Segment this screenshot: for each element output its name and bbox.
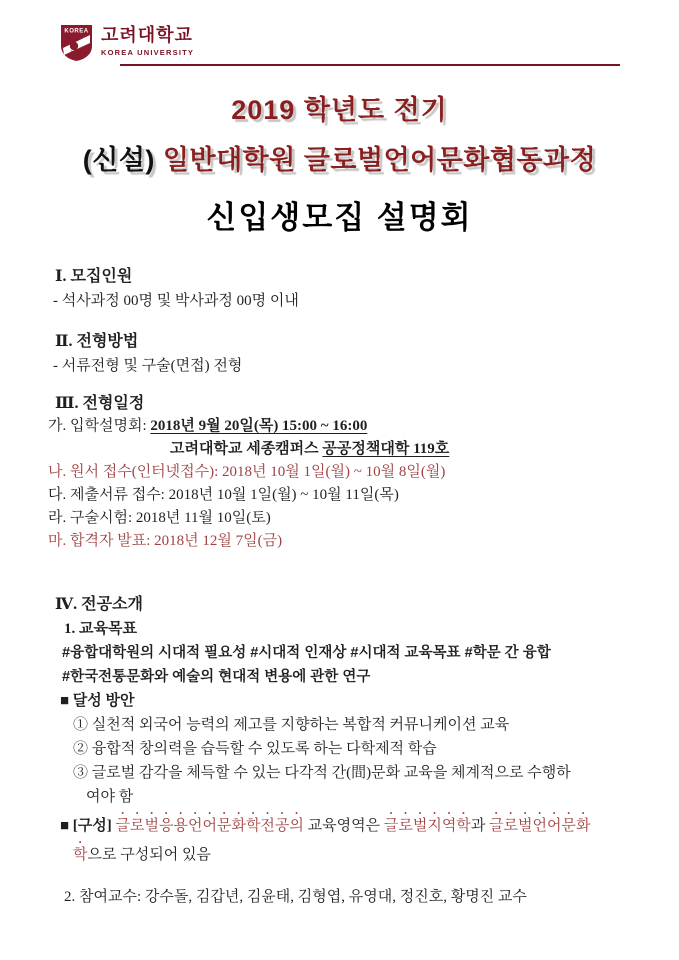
ku-logo	[60, 24, 679, 61]
title-line-3: 신입생모집 설명회	[206, 200, 473, 235]
document-body	[0, 264, 679, 909]
location-room: 공공정책대학 119호	[322, 441, 450, 457]
composition-area-2-wrap: 학	[73, 847, 88, 863]
page-header	[0, 0, 679, 66]
title-line2-prefix: (신설)	[82, 145, 163, 175]
composition-wrap-line	[73, 838, 639, 867]
composition-label: ■ [구성]	[60, 818, 116, 834]
svg-text:KOREA: KOREA	[64, 28, 89, 35]
composition-mid-1: 교육영역은	[303, 818, 384, 834]
location-campus: 고려대학교 세종캠퍼스	[170, 441, 323, 457]
briefing-label: 가. 입학설명회:	[48, 418, 151, 434]
university-name-en: KOREA UNIVERSITY	[101, 47, 195, 57]
title-line-2	[0, 142, 679, 178]
plan-item-3-wrap: 여야 함	[86, 789, 134, 805]
professors-line: 2. 참여교수: 강수돌, 김갑년, 김윤태, 김형엽, 유영대, 정진호, 황명진 교수	[64, 889, 527, 905]
header-divider	[120, 64, 620, 66]
schedule-item-documents: 다. 제출서류 접수: 2018년 10월 1일(월) ~ 10월 11일(목)	[48, 487, 399, 503]
section2-heading: Ⅱ. 전형방법	[55, 333, 139, 350]
logo-text-group	[101, 26, 194, 57]
title-block	[0, 92, 679, 238]
section-major-intro	[48, 593, 639, 909]
schedule-item-briefing	[48, 415, 639, 438]
section-method	[48, 329, 639, 379]
plan-item-1: ① 실천적 외국어 능력의 제고를 지향하는 복합적 커뮤니케이션 교육	[73, 717, 510, 733]
composition-major-name: 글로벌응용언어문화학전공의	[115, 818, 304, 834]
composition-mid-2: 과	[470, 818, 490, 834]
ku-crest-icon	[60, 24, 93, 61]
section-recruitment	[48, 264, 639, 314]
section3-heading: Ⅲ. 전형일정	[55, 395, 145, 412]
composition-wrap-rest: 으로 구성되어 있음	[87, 847, 211, 863]
plan-item-3: ③ 글로벌 감각을 체득할 수 있는 다각적 간(間)문화 교육을 체계적으로 수행하	[73, 765, 571, 781]
education-goal-heading: 1. 교육목표	[64, 621, 137, 637]
section1-heading: Ⅰ. 모집인원	[55, 268, 133, 285]
schedule-item-oral-exam: 라. 구술시험: 2018년 11월 10일(토)	[48, 510, 271, 526]
plan-heading: ■ 달성 방안	[60, 693, 135, 709]
section-schedule	[48, 392, 639, 553]
title-line-1: 2019 학년도 전기	[231, 95, 448, 125]
schedule-item-application: 나. 원서 접수(인터넷접수): 2018년 10월 1일(월) ~ 10월 8일(월)	[48, 464, 446, 480]
title-line2-main: 일반대학원 글로벌언어문화협동과정	[162, 145, 597, 175]
hashtag-line-1: #융합대학원의 시대적 필요성 #시대적 인재상 #시대적 교육목표 #학문 간 융합	[62, 645, 551, 661]
composition-area-2: 글로벌언어문화	[489, 818, 591, 834]
university-name-ko: 고려대학교	[101, 25, 193, 45]
schedule-item-announcement: 마. 합격자 발표: 2018년 12월 7일(금)	[48, 533, 283, 549]
method-line: - 서류전형 및 구술(면접) 전형	[53, 358, 243, 374]
plan-item-2: ② 융합적 창의력을 습득할 수 있도록 하는 다학제적 학습	[73, 741, 437, 757]
briefing-datetime: 2018년 9월 20일(목) 15:00 ~ 16:00	[150, 418, 368, 434]
section4-heading: Ⅳ. 전공소개	[55, 596, 143, 613]
schedule-item-briefing-location	[48, 438, 639, 461]
recruitment-count-line: - 석사과정 00명 및 박사과정 00명 이내	[53, 293, 299, 309]
hashtag-line-2: #한국전통문화와 예술의 현대적 변용에 관한 연구	[62, 669, 371, 685]
composition-line	[60, 809, 639, 838]
composition-area-1: 글로벌지역학	[383, 818, 471, 834]
